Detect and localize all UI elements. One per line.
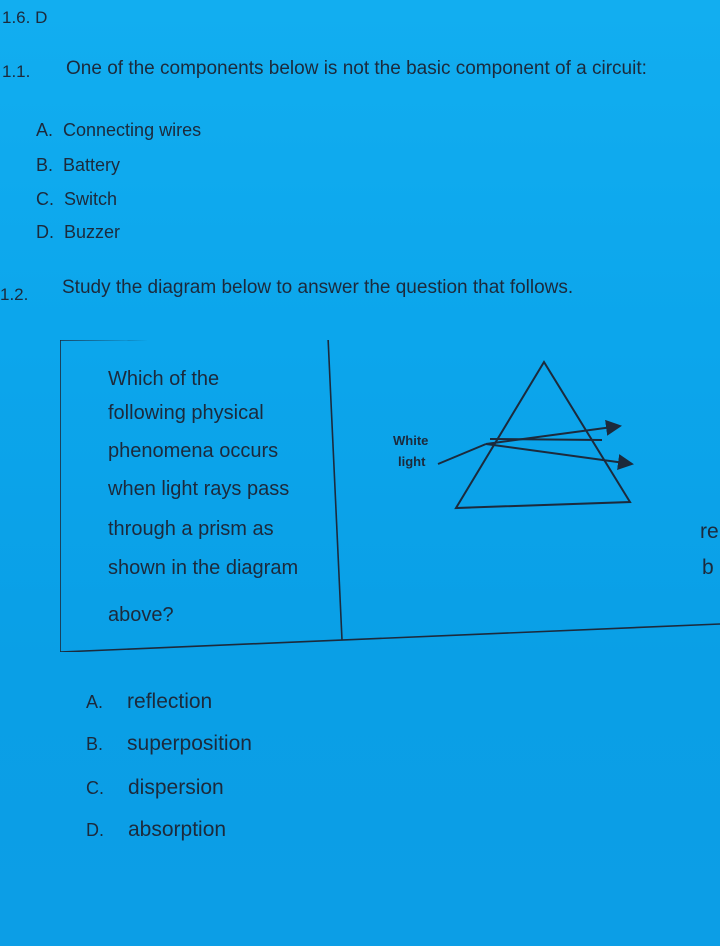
option-text: dispersion (128, 776, 224, 799)
option-text: Connecting wires (63, 120, 202, 140)
question-2-text: Study the diagram below to answer the question that follows. (62, 277, 574, 298)
question-1-number: 1.1. (2, 62, 31, 81)
table-question-line: above? (108, 604, 174, 626)
option-text: Switch (64, 189, 118, 209)
option-text: Battery (63, 155, 121, 175)
table-question-line: Which of the (108, 368, 220, 390)
prism-inner-ray (490, 439, 602, 440)
option-letter: D. (86, 820, 104, 840)
refracted-ray-upper (486, 426, 620, 444)
question-1-option-d[interactable] (36, 222, 120, 243)
question-2-option-b[interactable] (86, 732, 252, 756)
question-2-number: 1.2. (0, 285, 29, 304)
refracted-ray-lower (486, 444, 632, 464)
table-question-line: through a prism as (108, 518, 274, 540)
option-letter: D. (36, 222, 54, 242)
question-1-option-b[interactable] (36, 155, 120, 176)
table-question-line: shown in the diagram (108, 557, 299, 579)
question-1-text: One of the components below is not the basic component of a circuit: (66, 58, 647, 79)
option-text: absorption (128, 818, 227, 841)
table-question-line: following physical (108, 402, 264, 424)
cut-off-text: re (700, 520, 719, 543)
question-2-option-a[interactable] (86, 690, 212, 714)
question-2-option-d[interactable] (86, 818, 226, 842)
prism-triangle (456, 362, 630, 508)
option-text: Buzzer (64, 222, 121, 242)
option-letter: C. (86, 778, 104, 798)
option-text: superposition (127, 732, 252, 755)
cut-off-text: b (702, 556, 714, 579)
table-question-line: when light rays pass (108, 478, 290, 500)
option-letter: C. (36, 189, 54, 209)
option-letter: B. (86, 734, 104, 754)
table-question-line: phenomena occurs (108, 440, 279, 462)
option-letter: A. (36, 120, 54, 140)
option-letter: B. (36, 155, 54, 175)
section-prefix: 1.6. D (2, 8, 48, 27)
question-1-option-c[interactable] (36, 189, 117, 210)
option-text: reflection (127, 690, 213, 713)
question-2-option-c[interactable] (86, 776, 224, 800)
white-light-label-line2: light (398, 454, 426, 469)
option-letter: A. (86, 692, 104, 712)
incident-ray (438, 444, 486, 464)
white-light-label-line1: White (393, 433, 429, 448)
question-1-option-a[interactable] (36, 120, 201, 141)
